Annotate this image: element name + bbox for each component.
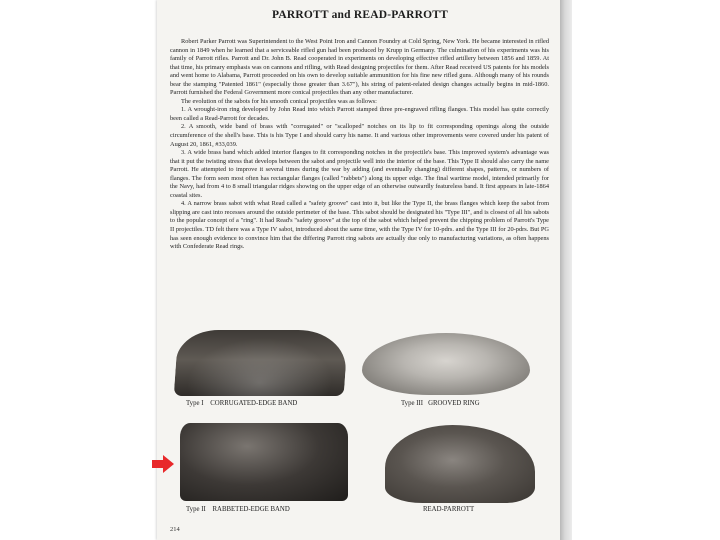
body-text — [170, 38, 549, 252]
caption-type3: Type III GROOVED RING — [401, 400, 480, 407]
paragraph-item-3: 3. A wide brass band which added interior flanges to fit corresponding notches in the projectile's base. This improved system's advantage was that it put the twisting stress that develops between the sabot and projectile well into the interior of the base. This Type II should also carry the name Parrott. He attempted to improve it several times during the war by adding (and eventually changing) different shapes, patterns, or numbers of flanges. The form seen most often has rectangular flanges (called "rabbets") along its upper edge. The final wartime model, intended primarily for the Navy, had from 4 to 8 small triangular ridges showing on the upper edge of an otherwise outwardly featureless band. It first appears in late-1864 coastal sites. — [170, 149, 549, 199]
red-arrow-icon — [152, 455, 174, 473]
paragraph-item-1: 1. A wrought-iron ring developed by John Read into which Parrott stamped three pre-engraved rifling flanges. This model has quite correctly been called a Read-Parrott for decades. — [170, 106, 549, 122]
caption-read-parrott: READ-PARROTT — [423, 506, 475, 513]
right-margin — [572, 0, 720, 540]
page-gutter — [560, 0, 572, 540]
paragraph-item-4: 4. A narrow brass sabot with what Read called a "safety groove" cast into it, but like the Type II, the brass flanges which keep the sabot from slipping are cast into recesses around the outside perimeter of the base. This sabot should be designated his "Type III", and is closest of all his sabots to the popular concept of a "ring". It had Read's "safety groove" at the top of the sabot which helped prevent the chipping problem of Parrott's Type II projectiles. TD felt there was a Type IV sabot, introduced about the same time, with the Type IV for 10-pdrs. and the Type III for 20-pdrs. But PG has seen enough evidence to convince him that the differing Parrott ring sabots are actually due only to manufacturing variations, as often happens with Confederate Read rings. — [170, 200, 549, 251]
paragraph-evolution: The evolution of the sabots for his smooth conical projectiles was as follows: — [181, 97, 377, 105]
caption-type1: Type I CORRUGATED-EDGE BAND — [186, 400, 298, 407]
paragraph-intro: Robert Parker Parrott was Superintendent to the West Point Iron and Cannon Foundry at Cold Spring, New York. He became interested in rifled cannon in 1849 when he learned that a serviceable rifled gun had been produced by Krupp in Germany. The culmination of his experiments was his family of Parrott rifles. Parrott and Dr. John B. Read cooperated in experiments on developing effective rifled artillery between 1856 and 1859. At that time, his primary emphasis was on cannons and rifling, with Read designing projectiles for them. After Read received US patents for his models and went home to Alabama, Parrott proceeded on his own to develop suitable ammunition for his fine new rifled guns. Although many of his rounds bear the stamping "Patented 1861" (especially those greater than 3.67"), his string of patent-related design changes actually begins in mid-1860. Parrott furnished the Federal Government more conical projectiles than any other manufacturer. — [170, 38, 549, 97]
page-title: PARROTT and READ-PARROTT — [271, 9, 449, 21]
paragraph-item-2: 2. A smooth, wide band of brass with "corrugated" or "scalloped" notches on its lip to fit corresponding openings along the outside circumference of the shell's base. This is his Type I and should carry his name. It and various other improvements were covered under his patent of August 20, 1861, #33,039. — [170, 123, 549, 148]
photo-type2-sabot — [180, 423, 348, 501]
photo-type1-sabot — [174, 330, 349, 396]
left-margin — [0, 0, 160, 540]
caption-type2: Type II RABBETED-EDGE BAND — [186, 506, 290, 513]
page-number: 214 — [170, 526, 180, 533]
